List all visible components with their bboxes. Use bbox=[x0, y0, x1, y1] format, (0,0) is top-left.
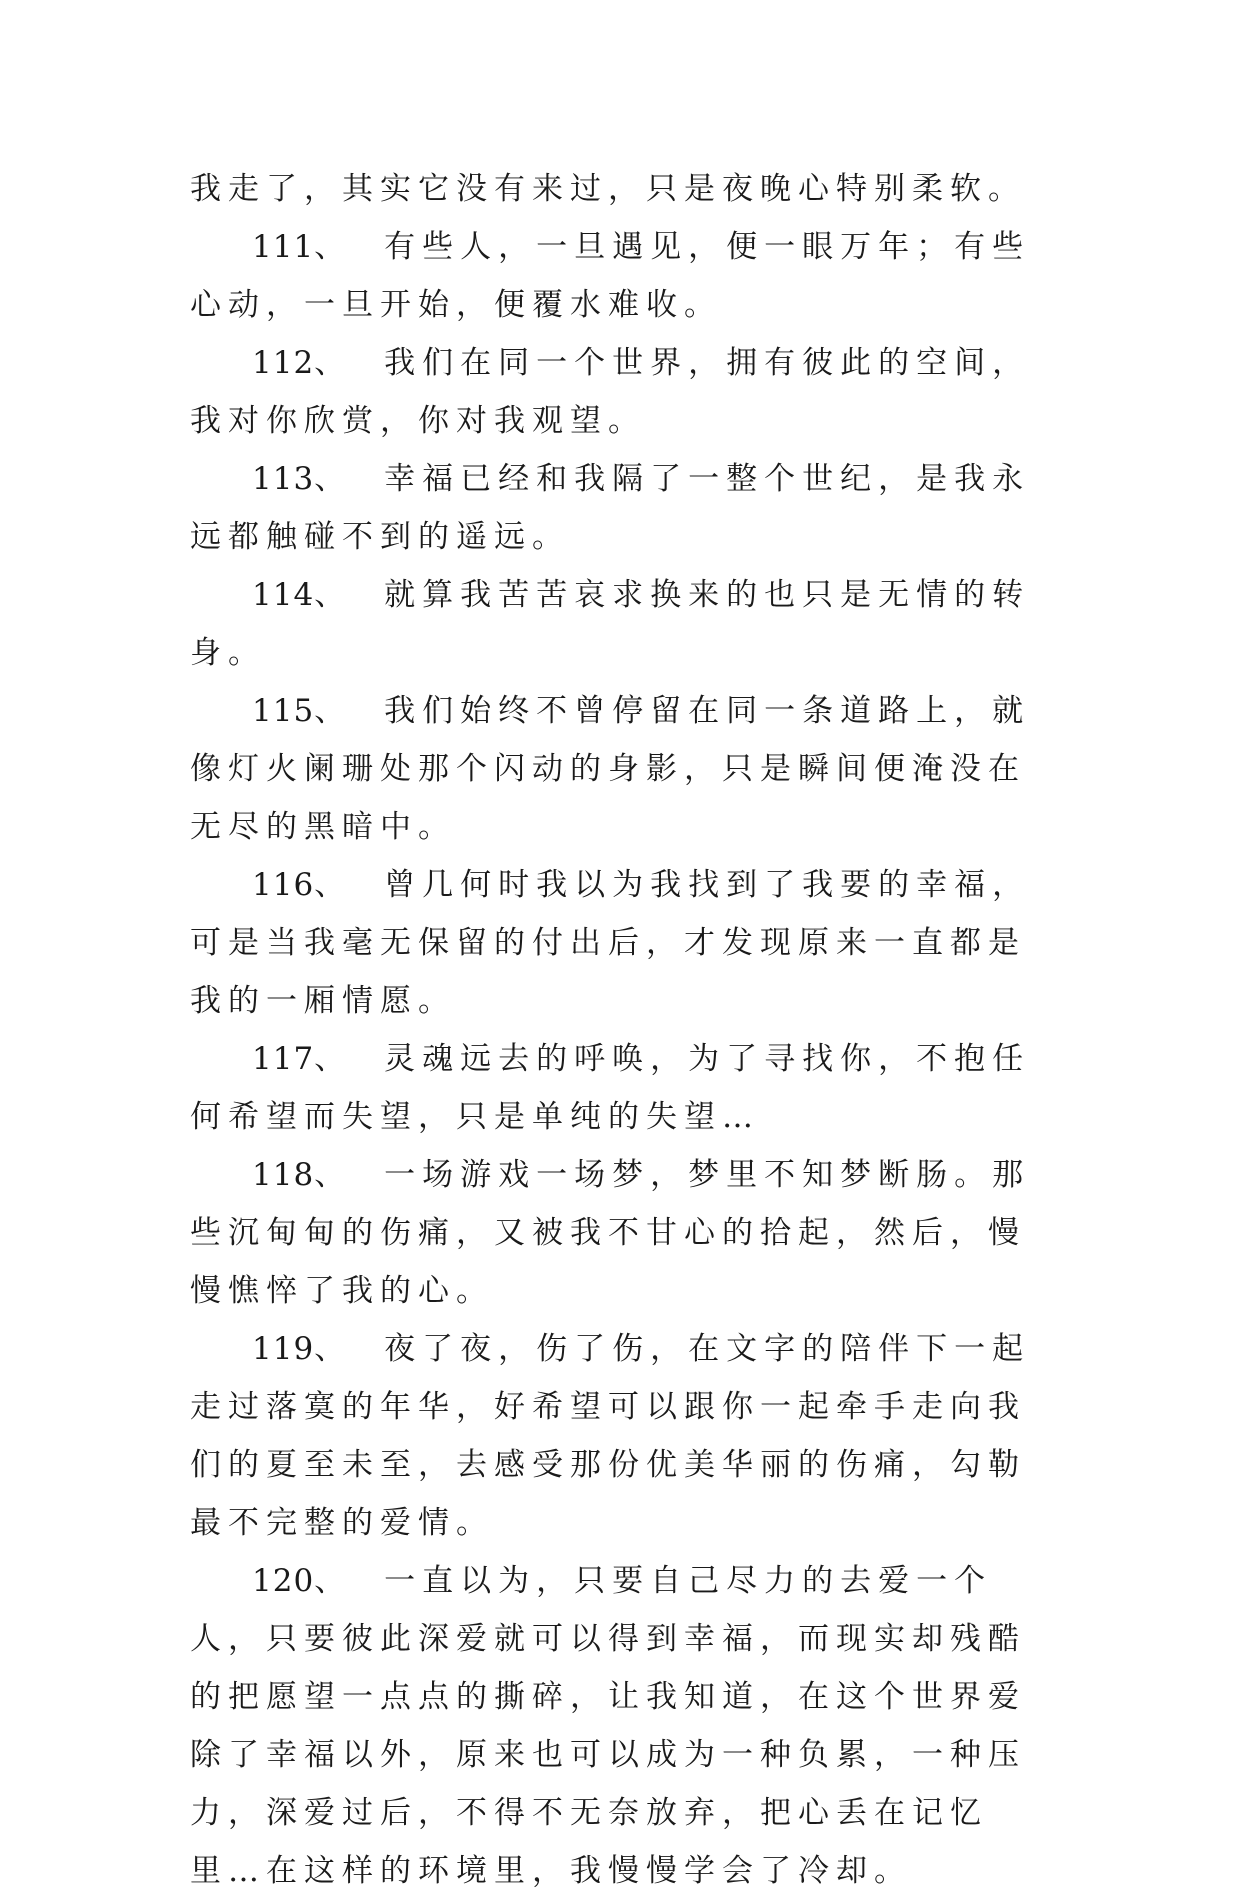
entry-number: 112、 bbox=[252, 345, 347, 381]
entry-number: 120、 bbox=[252, 1563, 347, 1599]
entry-114 bbox=[190, 566, 1060, 682]
entry-text: 就算我苦苦哀求换来的也只是无情的转身。 bbox=[190, 577, 1031, 671]
entry-number: 118、 bbox=[252, 1157, 347, 1193]
entry-text: 我们始终不曾停留在同一条道路上，就像灯火阑珊处那个闪动的身影，只是瞬间便淹没在无尽的黑暗中。 bbox=[190, 693, 1031, 845]
entry-text: 一场游戏一场梦，梦里不知梦断肠。那些沉甸甸的伤痛，又被我不甘心的拾起，然后，慢慢憔悴了我的心。 bbox=[190, 1157, 1031, 1309]
entry-text: 曾几何时我以为我找到了我要的幸福，可是当我毫无保留的付出后，才发现原来一直都是我的一厢情愿。 bbox=[190, 867, 1031, 1019]
entry-118 bbox=[190, 1146, 1060, 1320]
entry-number: 116、 bbox=[252, 867, 347, 903]
entry-112 bbox=[190, 334, 1060, 450]
entry-text: 我们在同一个世界，拥有彼此的空间，我对你欣赏，你对我观望。 bbox=[190, 345, 1031, 439]
entry-number: 119、 bbox=[252, 1331, 347, 1367]
entry-text: 有些人，一旦遇见，便一眼万年；有些心动，一旦开始，便覆水难收。 bbox=[190, 229, 1031, 323]
lead-text: 我走了，其实它没有来过，只是夜晚心特别柔软。 bbox=[190, 171, 1026, 207]
entry-number: 117、 bbox=[252, 1041, 347, 1077]
entry-text: 一直以为，只要自己尽力的去爱一个人，只要彼此深爱就可以得到幸福，而现实却残酷的把愿望一点点的撕碎，让我知道，在这个世界爱除了幸福以外，原来也可以成为一种负累，一种压力，深爱过后，不得不无奈放弃，把心丢在记忆里…在这样的环境里，我慢慢学会了冷却。 bbox=[190, 1563, 1026, 1889]
entry-number: 111、 bbox=[252, 229, 347, 265]
entry-text: 幸福已经和我隔了一整个世纪，是我永远都触碰不到的遥远。 bbox=[190, 461, 1031, 555]
entry-120 bbox=[190, 1552, 1060, 1900]
entry-number: 114、 bbox=[252, 577, 347, 613]
document-body bbox=[190, 160, 1060, 1900]
entry-111 bbox=[190, 218, 1060, 334]
entry-119 bbox=[190, 1320, 1060, 1552]
entry-116 bbox=[190, 856, 1060, 1030]
entry-115 bbox=[190, 682, 1060, 856]
entry-text: 灵魂远去的呼唤，为了寻找你，不抱任何希望而失望，只是单纯的失望… bbox=[190, 1041, 1031, 1135]
lead-paragraph bbox=[190, 160, 1060, 218]
entry-number: 115、 bbox=[252, 693, 347, 729]
entry-113 bbox=[190, 450, 1060, 566]
entry-117 bbox=[190, 1030, 1060, 1146]
entry-text: 夜了夜，伤了伤，在文字的陪伴下一起走过落寞的年华，好希望可以跟你一起牵手走向我们的夏至未至，去感受那份优美华丽的伤痛，勾勒最不完整的爱情。 bbox=[190, 1331, 1031, 1541]
entry-number: 113、 bbox=[252, 461, 347, 497]
